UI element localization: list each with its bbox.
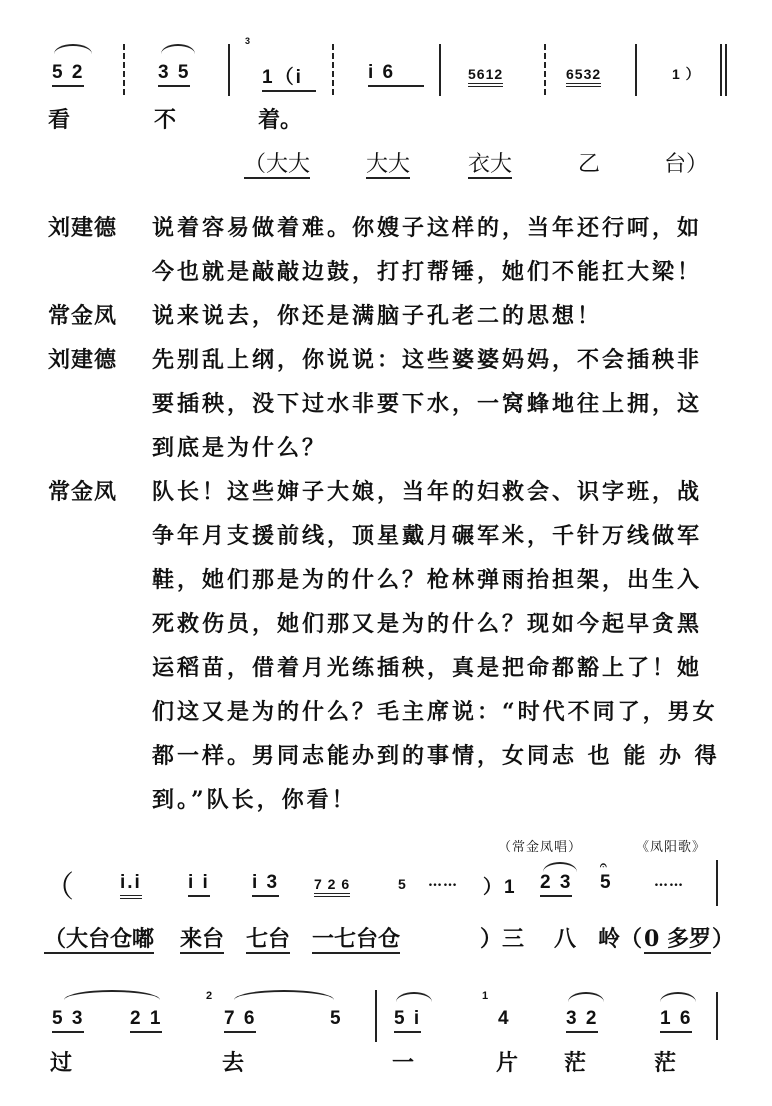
lyric: 茫: [564, 1050, 587, 1076]
slur-mark: [543, 862, 577, 872]
barline: [544, 44, 546, 96]
lyric: 过: [50, 1050, 73, 1076]
tune-label: 《凤阳歌》: [636, 840, 707, 855]
lyric: 去: [222, 1050, 245, 1076]
dialogue-line: 说着容易做着难。你嫂子这样的，当年还行呵，如: [152, 215, 703, 241]
slur-mark: [234, 990, 334, 1000]
note: 4: [498, 1008, 511, 1029]
lyric: 看: [48, 107, 71, 133]
note-group: 3 2: [566, 1008, 598, 1033]
slur-mark: [660, 992, 696, 1002]
note: ）1: [483, 877, 517, 898]
percussion-syllable: （大大: [244, 152, 311, 177]
percussion-syllables: [244, 147, 310, 178]
speaker-name: 刘建德: [48, 215, 118, 241]
fermata-icon: 𝄐: [600, 858, 607, 872]
percussion-syllables: [644, 922, 711, 953]
barline: [332, 44, 334, 96]
percussion-syllable: 0 多罗: [644, 926, 711, 952]
lyric: 一: [392, 1050, 415, 1076]
barline: [716, 992, 718, 1040]
note-group: 2 3: [540, 872, 572, 897]
dialogue-text: 们这又是为的什么？毛主席说：: [152, 699, 503, 725]
barline: [375, 990, 377, 1042]
dialogue-line: 到底是为什么？: [152, 435, 328, 461]
percussion-syllables: [180, 922, 224, 953]
percussion-syllable: （大台仓嘟: [44, 926, 155, 952]
barline: [123, 44, 125, 96]
percussion-syllables: [366, 147, 410, 178]
barline: [228, 44, 230, 96]
percussion-syllables: [312, 922, 400, 953]
grace-note: 2: [206, 990, 213, 1002]
lyric: 茫: [654, 1050, 677, 1076]
ellipsis: ……: [428, 874, 458, 890]
note-group: 5 i: [394, 1008, 421, 1033]
note-group: 1 6: [660, 1008, 692, 1033]
dialogue-line: 要插秧，没下过水非要下水，一窝蜂地往上拥，这: [152, 391, 703, 417]
percussion-syllables: [246, 922, 290, 953]
barline: [439, 44, 441, 96]
note: 5: [600, 872, 613, 893]
slur-mark: [396, 992, 432, 1002]
note-group: i i: [188, 872, 210, 897]
note-group: 3 5: [158, 62, 190, 87]
note-group: i.i: [120, 872, 142, 899]
lyric: ）三: [480, 926, 525, 952]
percussion-syllable: 来台: [180, 926, 225, 952]
note-group: 1（i: [262, 62, 316, 92]
note-group: 6532: [566, 66, 601, 87]
open-paren: （: [44, 870, 74, 905]
note-group: i 6: [368, 62, 424, 87]
note-group: 7 6: [224, 1008, 256, 1033]
singer-label: （常金凤唱）: [498, 840, 583, 855]
final-barline: [725, 44, 727, 96]
dialogue-line: 运稻苗，借着月光练插秧，真是把命都豁上了！她: [152, 655, 703, 681]
note: 5: [398, 876, 407, 892]
dialogue-line: 说来说去，你还是满脑子孔老二的思想！: [152, 303, 603, 329]
lyric: 片: [496, 1050, 519, 1076]
percussion-syllables: [468, 147, 512, 178]
slur-mark: [161, 44, 195, 54]
lyric: 着。: [258, 107, 303, 133]
grace-note: 3: [245, 36, 251, 46]
note-group: 2 1: [130, 1008, 162, 1033]
barline: [716, 860, 718, 906]
close-paren: ）: [712, 926, 735, 952]
lyric: 八: [554, 926, 577, 952]
speaker-name: 常金凤: [48, 303, 118, 329]
dialogue-line: 死救伤员，她们那又是为的什么？现如今起早贪黑: [152, 611, 703, 637]
dialogue-line: [152, 783, 357, 814]
percussion-syllable: 七台: [246, 926, 291, 952]
quotation: “时代不同了，男女: [502, 699, 718, 725]
barline: [635, 44, 637, 96]
slur-mark: [568, 992, 604, 1002]
grace-note: 1: [482, 990, 489, 1002]
slur-mark: [54, 44, 92, 54]
percussion-syllable: 衣大: [468, 152, 513, 177]
dialogue-line: [152, 695, 718, 726]
note-group: i 3: [252, 872, 279, 897]
dialogue-line: 争年月支援前线，顶星戴月碾军米，千针万线做军: [152, 523, 703, 549]
dialogue-line: 鞋，她们那是为的什么？枪林弹雨抬担架，出生入: [152, 567, 703, 593]
quotation: 到。”: [152, 787, 207, 813]
slur-mark: [64, 990, 160, 1000]
lyric: 岭（: [598, 926, 643, 952]
speaker-name: 刘建德: [48, 347, 118, 373]
note-group: 7 2 6: [314, 876, 350, 897]
dialogue-line: 今也就是敲敲边鼓，打打帮锤，她们不能扛大梁！: [152, 259, 703, 285]
percussion-syllable: 台）: [664, 152, 709, 177]
dialogue-line: 队长！这些婶子大娘，当年的妇救会、识字班，战: [152, 479, 703, 505]
ellipsis: ……: [654, 874, 684, 890]
note-group: 5612: [468, 66, 503, 87]
final-barline: [720, 44, 722, 96]
dialogue-text: 队长，你看！: [206, 787, 357, 813]
note: 5: [330, 1008, 343, 1029]
speaker-name: 常金凤: [48, 479, 118, 505]
percussion-syllable: 一七台仓: [312, 926, 401, 952]
quotation: 都一样。男同志能办到的事情，女同志 也 能 办 得: [152, 743, 720, 769]
percussion-syllables: [44, 922, 154, 953]
note-group: 5 3: [52, 1008, 84, 1033]
dialogue-line: 先别乱上纲，你说说：这些婆婆妈妈，不会插秧非: [152, 347, 703, 373]
percussion-syllable: 大大: [366, 152, 411, 177]
lyric: 不: [154, 107, 177, 133]
note-group: 1 ）: [672, 66, 701, 82]
percussion-syllable: 乙: [578, 152, 601, 177]
note-group: 5 2: [52, 62, 84, 87]
